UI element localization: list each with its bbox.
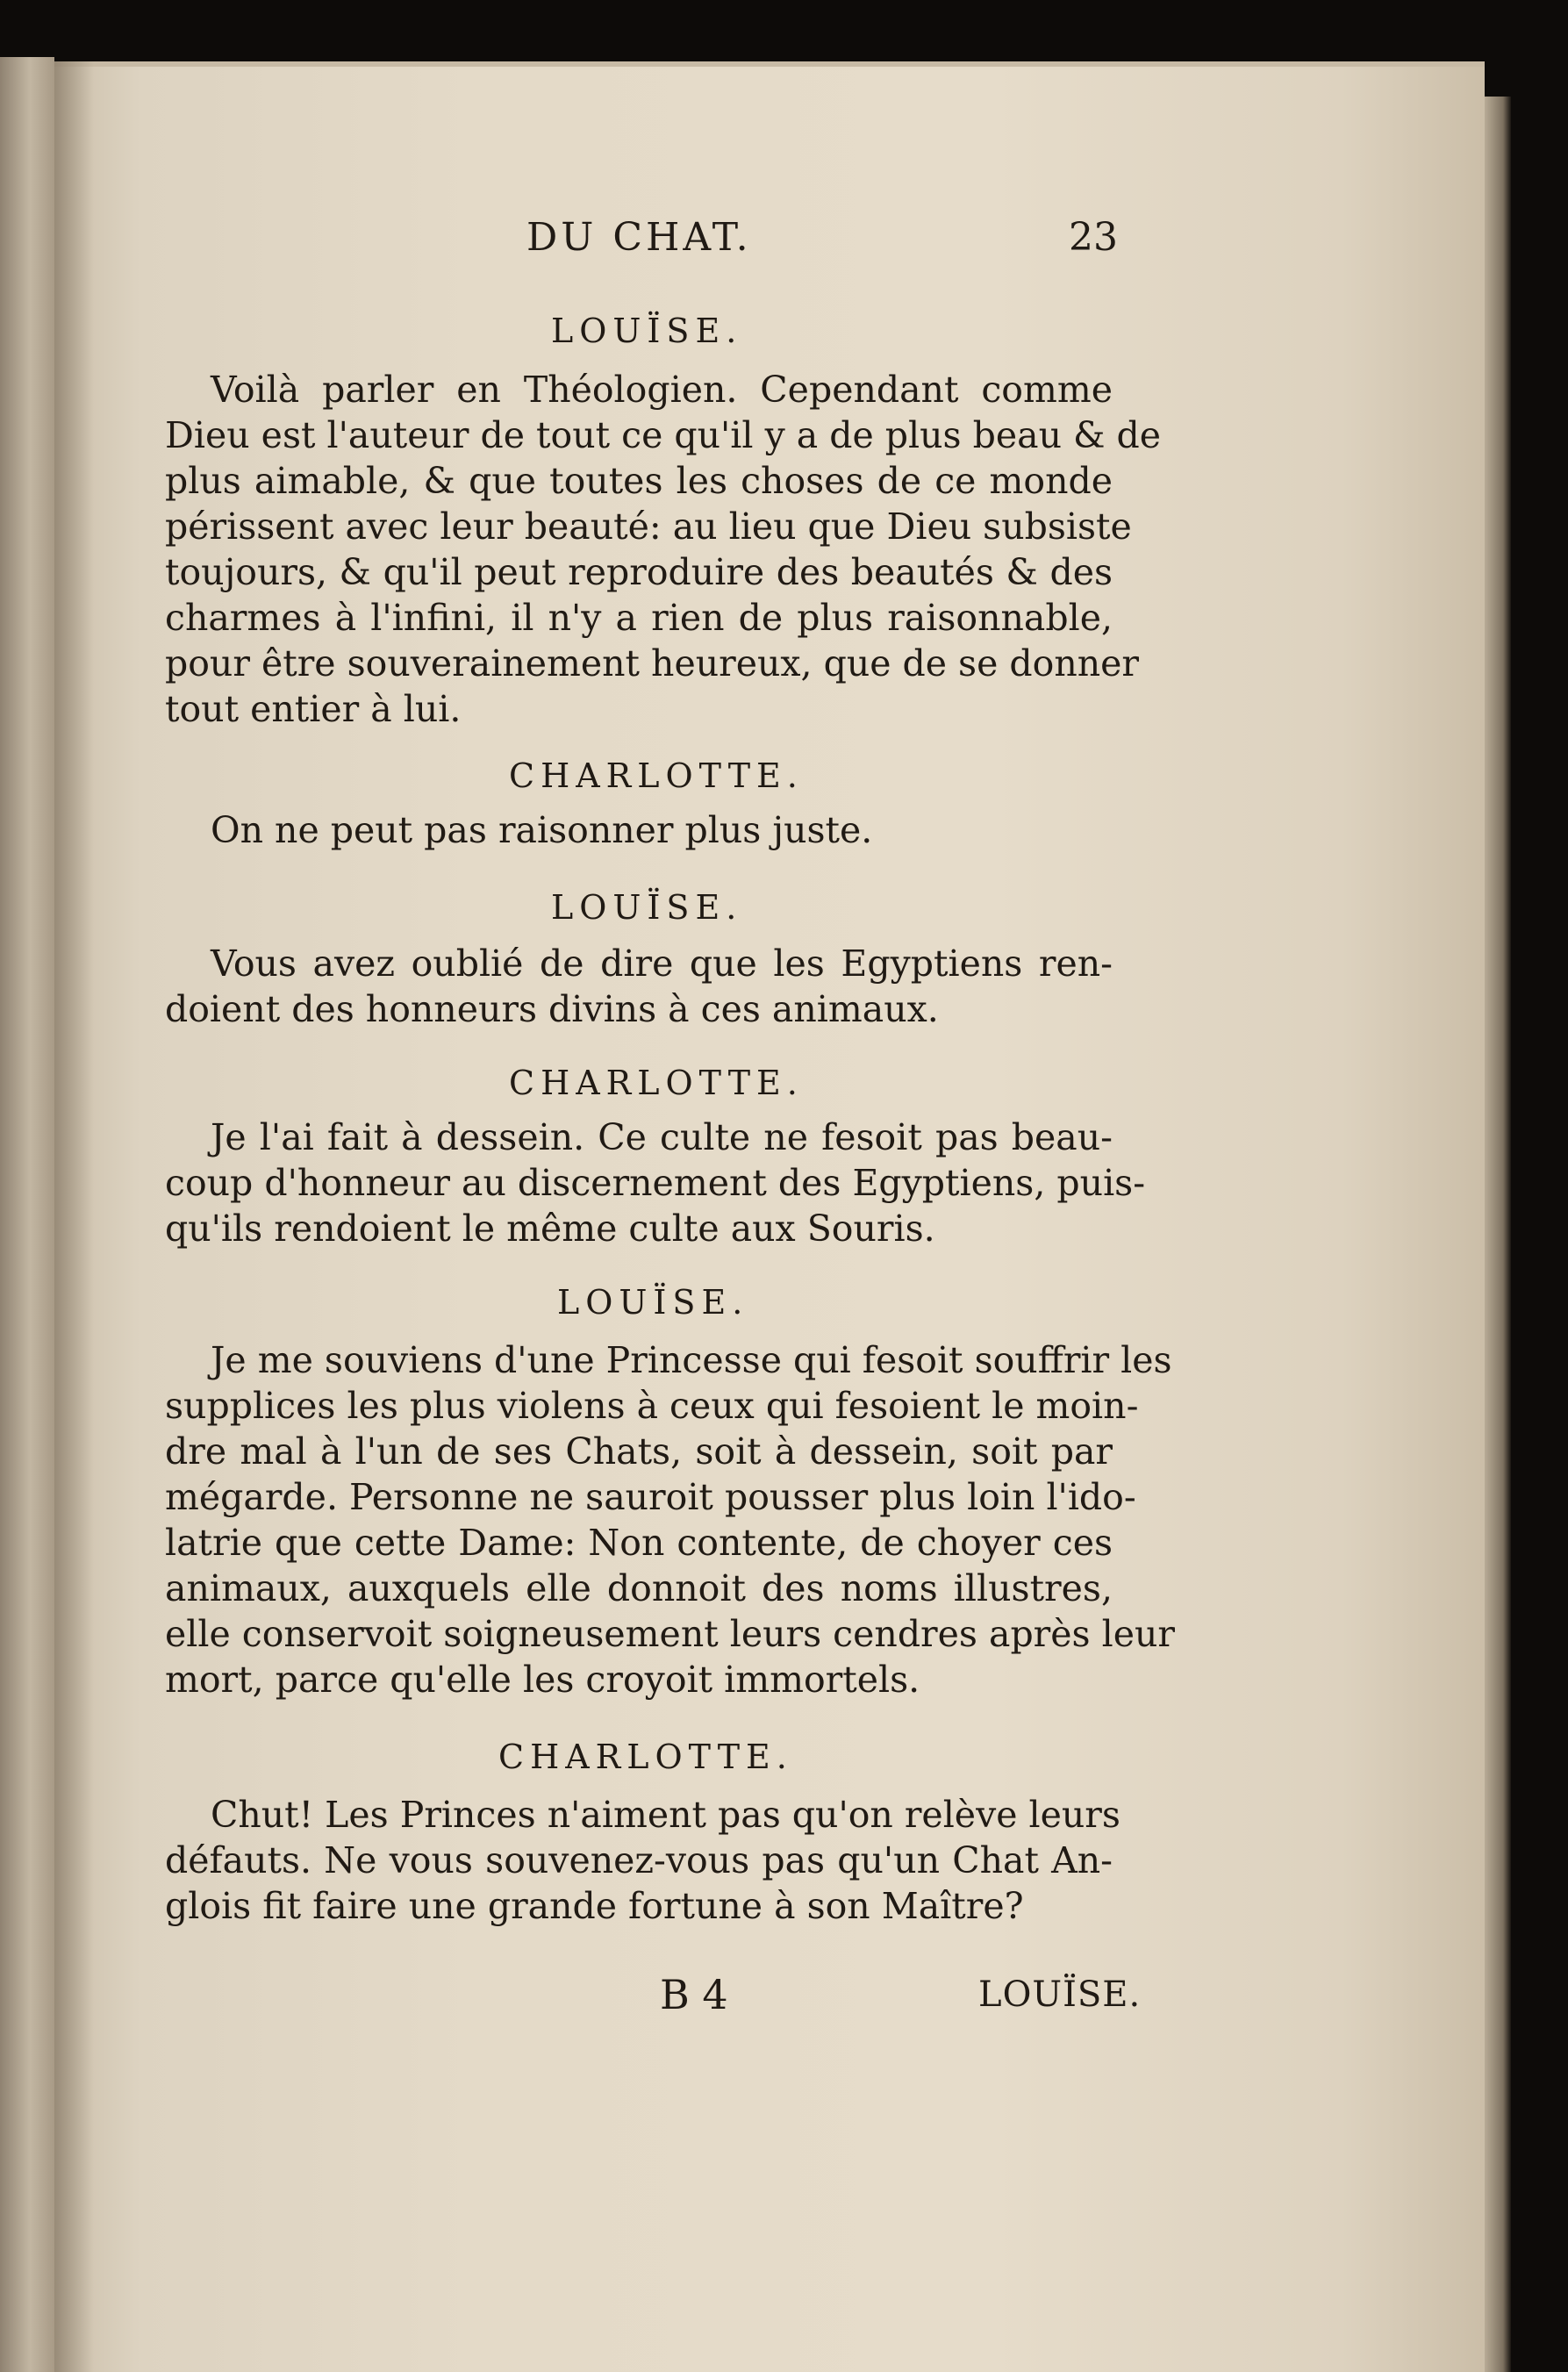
text-line: Dieu est l'auteur de tout ce qu'il y a de plus beau & de bbox=[165, 414, 1162, 456]
text-line: plus aimable, & que toutes les choses de ce monde bbox=[165, 460, 1113, 502]
signature-mark: B 4 bbox=[660, 1971, 728, 2018]
facing-page-edge bbox=[0, 57, 54, 2372]
speaker-heading: CHARLOTTE. bbox=[509, 1064, 804, 1102]
text-line: supplices les plus violens à ceux qui fesoient le moin- bbox=[165, 1385, 1139, 1427]
text-line: qu'ils rendoient le même culte aux Souris. bbox=[165, 1207, 935, 1250]
gutter-shadow bbox=[54, 61, 94, 2372]
speaker-heading: LOUÏSE. bbox=[551, 312, 743, 350]
text-line: défauts. Ne vous souvenez-vous pas qu'un Chat An- bbox=[165, 1839, 1113, 1881]
running-title: DU CHAT. bbox=[526, 215, 752, 260]
catchword: LOUÏSE. bbox=[978, 1974, 1142, 2015]
text-line: Je me souviens d'une Princesse qui fesoit souffrir les bbox=[211, 1339, 1172, 1381]
text-line: charmes à l'infini, il n'y a rien de plus raisonnable, bbox=[165, 597, 1113, 639]
text-line: périssent avec leur beauté: au lieu que Dieu subsiste bbox=[165, 505, 1132, 548]
text-line: dre mal à l'un de ses Chats, soit à dessein, soit par bbox=[165, 1430, 1113, 1473]
page-number: 23 bbox=[1069, 215, 1118, 260]
text-line: animaux, auxquels elle donnoit des noms illustres, bbox=[165, 1567, 1113, 1609]
speaker-heading: CHARLOTTE. bbox=[498, 1738, 793, 1776]
text-line: coup d'honneur au discernement des Egyptiens, puis- bbox=[165, 1162, 1146, 1204]
speaker-heading: CHARLOTTE. bbox=[509, 756, 804, 795]
text-line: toujours, & qu'il peut reproduire des beautés & des bbox=[165, 551, 1113, 593]
text-line: Je l'ai fait à dessein. Ce culte ne fesoit pas beau- bbox=[211, 1116, 1113, 1158]
text-line: Chut! Les Princes n'aiment pas qu'on relève leurs bbox=[211, 1794, 1121, 1836]
text-line: Vous avez oublié de dire que les Egyptiens ren- bbox=[211, 942, 1113, 985]
text-line: mort, parce qu'elle les croyoit immortels. bbox=[165, 1659, 920, 1701]
page-fore-edge bbox=[1485, 97, 1511, 2372]
show-through-smudge bbox=[921, 772, 1097, 807]
text-line: glois fit faire une grande fortune à son Maître? bbox=[165, 1885, 1024, 1927]
speaker-heading: LOUÏSE. bbox=[551, 888, 743, 927]
text-line: doient des honneurs divins à ces animaux. bbox=[165, 988, 939, 1030]
speaker-heading: LOUÏSE. bbox=[557, 1283, 749, 1322]
text-line: latrie que cette Dame: Non contente, de choyer ces bbox=[165, 1522, 1113, 1564]
text-line: tout entier à lui. bbox=[165, 688, 462, 730]
text-line: mégarde. Personne ne sauroit pousser plus loin l'ido- bbox=[165, 1476, 1136, 1518]
text-line: Voilà parler en Théologien. Cependant comme bbox=[211, 369, 1113, 411]
text-line: On ne peut pas raisonner plus juste. bbox=[211, 809, 873, 851]
text-line: elle conservoit soigneusement leurs cendres après leur bbox=[165, 1613, 1176, 1655]
text-line: pour être souverainement heureux, que de se donner bbox=[165, 642, 1140, 684]
